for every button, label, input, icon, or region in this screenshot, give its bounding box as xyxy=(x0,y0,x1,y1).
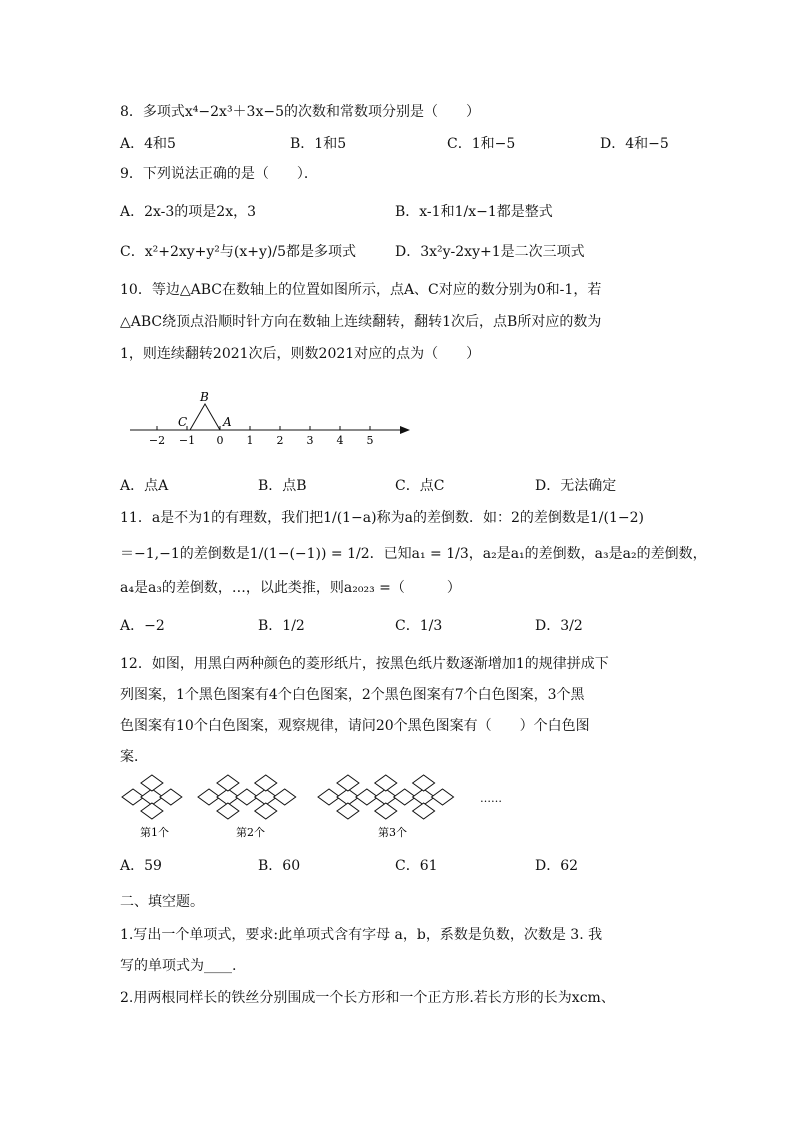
fill1-line-1: 1.写出一个单项式，要求:此单项式含有字母 a，b，系数是负数，次数是 3. 我 xyxy=(120,927,603,943)
q9-option-d: D．3x²y-2xy+1是二次三项式 xyxy=(395,244,585,260)
tick-label: 5 xyxy=(366,434,374,447)
rhombus-tile xyxy=(337,803,359,819)
q12-line-2: 列图案，1个黑色图案有4个白色图案，2个黑色图案有7个白色图案，3个黑 xyxy=(120,687,585,703)
q11-option-c: C．1/3 xyxy=(395,618,443,634)
q10-line-2: △ABC绕顶点沿顺时针方向在数轴上连续翻转，翻转1次后，点B所对应的数为 xyxy=(120,314,602,330)
axis-arrow-icon xyxy=(400,426,410,434)
fill1-line-2: 写的单项式为____. xyxy=(120,958,237,974)
q11-option-a: A．−2 xyxy=(120,618,165,634)
section-title-fill-in: 二、填空题。 xyxy=(120,894,204,910)
q11-line-3: a₄是a₃的差倒数，…，以此类推，则a₂₀₂₃ =（ ） xyxy=(120,580,461,596)
rhombus-tile xyxy=(274,789,296,805)
q12-option-d: D．62 xyxy=(535,858,579,874)
pattern-caption-1: 第1个 xyxy=(140,826,169,839)
triangle-abc xyxy=(190,404,220,430)
q12-line-4: 案． xyxy=(120,749,148,765)
q9-option-a: A．2x-3的项是2x，3 xyxy=(120,204,257,220)
tick-label: 3 xyxy=(306,434,314,447)
tick-label: −1 xyxy=(178,434,196,447)
tick-label: 4 xyxy=(336,434,344,447)
q11-option-b: B．1/2 xyxy=(258,618,305,634)
q10-option-c: C．点C xyxy=(395,478,445,494)
q11-option-d: D．3/2 xyxy=(535,618,583,634)
point-label-b: B xyxy=(200,390,209,404)
rhombus-tile xyxy=(432,789,454,805)
q8-option-a: A．4和5 xyxy=(120,136,176,152)
q11-line-2: ＝−1,−1的差倒数是1/(1−(−1)) = 1/2．已知a₁ = 1/3，a₂是a₁的差倒数，a₃是a₂的差倒数， xyxy=(120,546,707,562)
q9-stem: 9．下列说法正确的是（ ）． xyxy=(120,166,318,182)
rhombus-tile xyxy=(141,803,163,819)
q12-option-b: B．60 xyxy=(258,858,301,874)
fill2-line: 2.用两根同样长的铁丝分别围成一个长方形和一个正方形.若长方形的长为xcm、 xyxy=(120,990,615,1006)
q8-option-c: C．1和−5 xyxy=(447,136,516,152)
tick-label: 0 xyxy=(216,434,224,447)
q9-option-c: C．x²+2xy+y²与(x+y)/5都是多项式 xyxy=(120,244,356,260)
q10-line-3: 1，则连续翻转2021次后，则数2021对应的点为（ ） xyxy=(120,346,481,362)
rhombus-tile xyxy=(217,775,239,791)
q12-line-3: 色图案有10个白色图案，观察规律，请问20个黑色图案有（ ）个白色图 xyxy=(120,718,590,734)
rhombus-tile xyxy=(217,803,239,819)
rhombus-tile xyxy=(413,803,435,819)
rhombus-tile xyxy=(375,775,397,791)
rhombus-pattern-figure xyxy=(118,772,518,844)
number-line-figure xyxy=(120,382,420,452)
q10-option-d: D．无法确定 xyxy=(535,478,617,494)
tick-label: 1 xyxy=(246,434,254,447)
q8-option-d: D．4和−5 xyxy=(600,136,669,152)
rhombus-tile xyxy=(413,775,435,791)
tick-label: 2 xyxy=(276,434,284,447)
rhombus-tile xyxy=(375,803,397,819)
q12-option-a: A．59 xyxy=(120,858,162,874)
pattern-caption-3: 第3个 xyxy=(378,826,407,839)
rhombus-tile xyxy=(141,775,163,791)
q11-line-1: 11．a是不为1的有理数，我们把1/(1−a)称为a的差倒数．如：2的差倒数是1/(1−2) xyxy=(120,510,644,526)
q10-option-a: A．点A xyxy=(120,478,169,494)
rhombus-tile xyxy=(337,775,359,791)
q9-option-b: B．x-1和1/x−1都是整式 xyxy=(395,204,553,220)
point-label-c: C xyxy=(178,415,188,429)
q10-line-1: 10．等边△ABC在数轴上的位置如图所示，点A、C对应的数分别为0和-1，若 xyxy=(120,282,602,298)
pattern-ellipsis: …… xyxy=(480,792,502,805)
rhombus-tile xyxy=(255,775,277,791)
rhombus-tile xyxy=(255,803,277,819)
pattern-caption-2: 第2个 xyxy=(236,826,265,839)
rhombus-tile xyxy=(160,789,182,805)
q10-option-b: B．点B xyxy=(258,478,307,494)
q12-line-1: 12．如图，用黑白两种颜色的菱形纸片，按黑色纸片数逐渐增加1的规律拼成下 xyxy=(120,656,609,672)
point-label-a: A xyxy=(223,415,232,429)
q8-option-b: B．1和5 xyxy=(290,136,347,152)
tick-label: −2 xyxy=(148,434,166,447)
q12-option-c: C．61 xyxy=(395,858,438,874)
q8-stem: 8．多项式x⁴−2x³＋3x−5的次数和常数项分别是（ ） xyxy=(120,104,480,120)
